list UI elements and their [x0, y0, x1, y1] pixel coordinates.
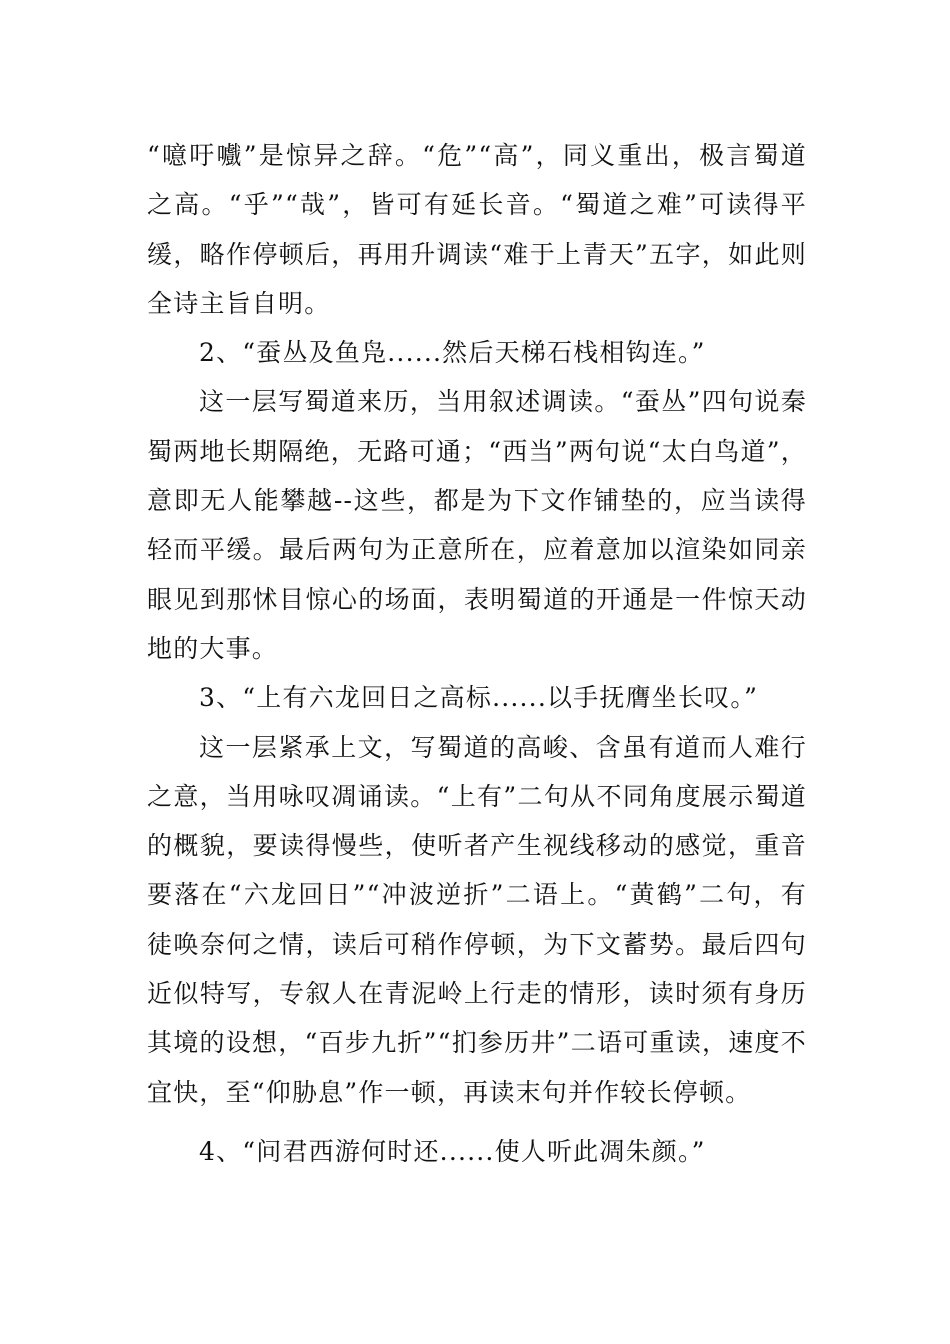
paragraph-intro: “噫吁嚱”是惊异之辞。“危”“高”，同义重出，极言蜀道之高。“乎”“哉”，皆可有延长音。“蜀道之难”可读得平缓，略作停顿后，再用升调读“难于上青天”五字，如此则全诗主旨自明。	[147, 141, 807, 318]
paragraph-section-3: 这一层紧承上文，写蜀道的高峻、含虽有道而人难行之意，当用咏叹凋诵读。“上有”二句从不同角度展示蜀道的概貌，要读得慢些，使听者产生视线移动的感觉，重音要落在“六龙回日”“冲波逆折”二语上。“黄鹤”二句，有徒唤奈何之情，读后可稍作停顿，为下文蓄势。最后四句近似特写，专叙人在青泥岭上行走的情形，读时须有身历其境的设想，“百步九折”“扪参历井”二语可重读，速度不宜快，至“仰胁息”作一顿，再读末句并作较长停顿。	[147, 732, 807, 1107]
section-heading-2: 2、“蚕丛及鱼凫......然后天梯石栈相钩连。”	[199, 338, 706, 368]
document-body	[147, 131, 807, 1176]
section-heading-4: 4、“问君西游何时还......使人听此凋朱颜。”	[199, 1136, 706, 1166]
section-heading-3: 3、“上有六龙回日之高标......以手抚膺坐长叹。”	[199, 683, 759, 713]
paragraph-section-2: 这一层写蜀道来历，当用叙述调读。“蚕丛”四句说秦蜀两地长期隔绝，无路可通；“西当”两句说“太白鸟道”，意即无人能攀越--这些，都是为下文作铺垫的，应当读得轻而平缓。最后两句为正意所在，应着意加以渲染如同亲眼见到那怵目惊心的场面，表明蜀道的开通是一件惊天动地的大事。	[147, 387, 807, 663]
